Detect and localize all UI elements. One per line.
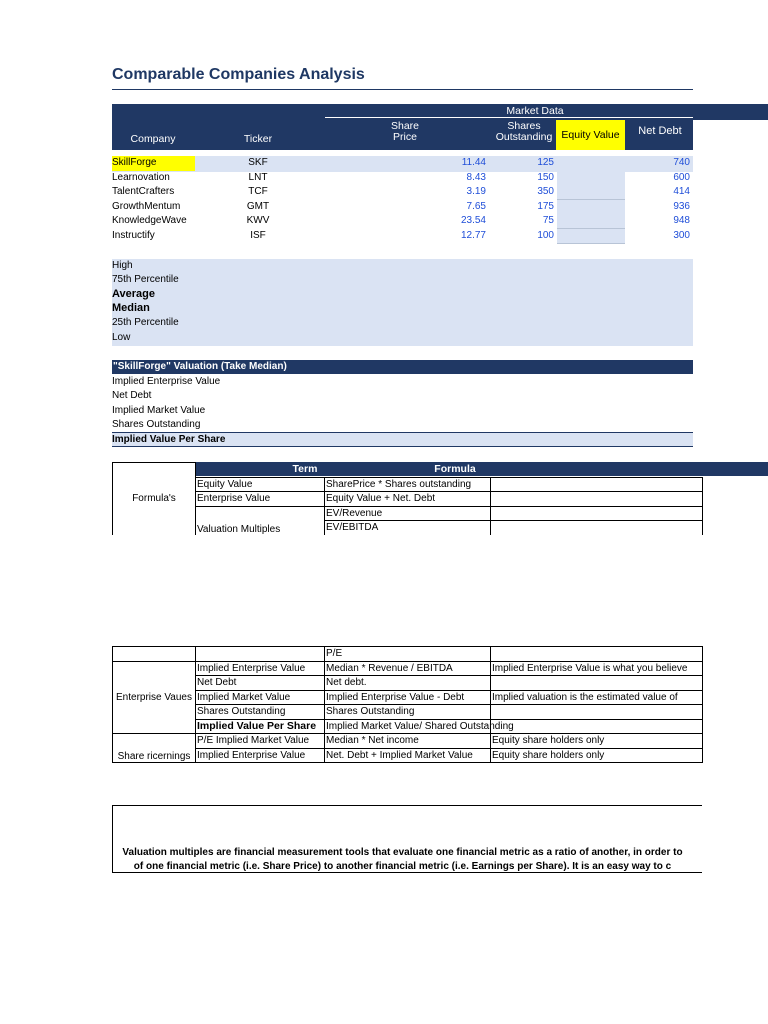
column-header-company: Company: [130, 133, 176, 145]
net-debt-cell[interactable]: 600: [673, 172, 690, 183]
note-cell[interactable]: [491, 477, 703, 492]
formula-cell[interactable]: EV/EBITDA: [325, 521, 491, 535]
formula-table: [112, 462, 703, 535]
stat-label-average: Average: [112, 288, 156, 300]
valuation-row-label: Net Debt: [112, 390, 152, 401]
term-cell[interactable]: Net Debt: [196, 676, 325, 691]
note-cell[interactable]: [491, 521, 703, 535]
shares-outstanding-cell[interactable]: 350: [537, 186, 554, 197]
net-debt-cell[interactable]: 740: [673, 157, 690, 168]
formula-cell[interactable]: SharePrice * Shares outstanding: [325, 477, 491, 492]
note-cell[interactable]: [491, 506, 703, 521]
shares-outstanding-cell[interactable]: 75: [542, 215, 554, 226]
formula-cell[interactable]: Median * Net income: [325, 734, 491, 749]
shares-outstanding-cell[interactable]: 100: [537, 230, 554, 241]
shares-outstanding-cell[interactable]: 150: [537, 172, 554, 183]
ticker-cell[interactable]: SKF: [248, 157, 268, 168]
formula-cell[interactable]: Implied Market Value/ Shared Outstanding: [326, 720, 514, 732]
valuation-row-label: Shares Outstanding: [112, 419, 201, 430]
shares-out-line1: Shares: [507, 120, 541, 132]
term-cell[interactable]: Implied Market Value: [196, 690, 325, 705]
share-price-cell[interactable]: 23.54: [460, 215, 486, 226]
term-cell[interactable]: Implied Value Per Share: [196, 719, 325, 734]
net-debt-cell[interactable]: 300: [673, 230, 690, 241]
equity-value-cell[interactable]: [557, 200, 625, 215]
stat-label-75th: 75th Percentile: [112, 274, 179, 285]
ticker-cell[interactable]: KWV: [246, 215, 270, 226]
statistics-band: [112, 259, 693, 346]
share-price-cell[interactable]: 8.43: [466, 172, 486, 183]
term-cell[interactable]: Implied Enterprise Value: [196, 661, 325, 676]
share-price-cell[interactable]: 11.44: [461, 157, 486, 168]
term-cell[interactable]: Enterprise Value: [196, 492, 325, 507]
formula-cell[interactable]: Equity Value + Net. Debt: [325, 492, 491, 507]
stat-label-low: Low: [112, 332, 131, 343]
stat-label-high: High: [112, 260, 133, 271]
column-header-net-debt: Net Debt: [638, 125, 682, 137]
company-name-cell[interactable]: Instructify: [112, 230, 155, 241]
note-cell[interactable]: [491, 676, 703, 691]
note-cell[interactable]: Implied Enterprise Value is what you believe: [491, 661, 703, 676]
definition-note-text: [112, 846, 693, 873]
share-earnings-group-label: Share ricernings: [113, 734, 196, 763]
share-price-line1: Share: [390, 120, 420, 132]
ticker-cell[interactable]: LNT: [248, 172, 268, 183]
formula-cell[interactable]: P/E: [325, 647, 491, 662]
term-column-header: Term: [292, 463, 318, 475]
note-cell[interactable]: [491, 492, 703, 507]
note-line-2: of one financial metric (i.e. Share Price) to another financial metric (i.e. Earnings per Share). It is an easy way to c: [133, 860, 672, 872]
enterprise-values-group-label: Enterprise Vaues: [113, 661, 196, 734]
equity-value-cell[interactable]: [557, 214, 625, 229]
formulas-group-label: Formula's: [113, 463, 196, 535]
note-cell[interactable]: Equity share holders only: [491, 748, 703, 763]
note-cell[interactable]: [491, 705, 703, 720]
formula-cell[interactable]: Implied Enterprise Value - Debt: [325, 690, 491, 705]
ticker-cell[interactable]: GMT: [246, 201, 270, 212]
share-price-cell[interactable]: 12.77: [460, 230, 486, 241]
formula-cell[interactable]: Shares Outstanding: [325, 705, 491, 720]
stat-label-25th: 25th Percentile: [112, 317, 179, 328]
equity-value-cell[interactable]: [557, 229, 625, 244]
term-cell[interactable]: P/E Implied Market Value: [196, 734, 325, 749]
implied-value-per-share-row: Implied Value Per Share: [112, 432, 693, 447]
company-name-cell[interactable]: Learnovation: [112, 172, 170, 183]
column-header-shares-outstanding: [490, 121, 558, 143]
share-price-cell[interactable]: 7.65: [466, 201, 486, 212]
term-cell[interactable]: Shares Outstanding: [196, 705, 325, 720]
market-data-rule: [325, 117, 693, 118]
equity-value-cell[interactable]: [557, 185, 625, 200]
net-debt-cell[interactable]: 936: [673, 201, 690, 212]
valuation-header: "SkillForge" Valuation (Take Median): [112, 360, 693, 374]
shares-outstanding-cell[interactable]: 125: [537, 157, 554, 168]
term-cell[interactable]: Implied Enterprise Value: [196, 748, 325, 763]
valuation-row-label: Implied Enterprise Value: [112, 376, 221, 387]
column-header-ticker: Ticker: [243, 133, 273, 145]
note-cell[interactable]: Implied valuation is the estimated value of: [491, 690, 703, 705]
company-name-cell[interactable]: TalentCrafters: [112, 186, 175, 197]
note-line-1: Valuation multiples are financial measurement tools that evaluate one financial metric as a ratio of another, in order to: [122, 847, 683, 858]
ticker-cell[interactable]: TCF: [248, 186, 268, 197]
valuation-row-label: Implied Market Value: [112, 405, 206, 416]
enterprise-value-table: [112, 646, 703, 763]
column-header-equity-value: Equity Value: [556, 120, 625, 150]
stat-label-median: Median: [112, 302, 150, 314]
equity-value-cell[interactable]: [557, 171, 625, 186]
company-name-cell[interactable]: KnowledgeWave: [112, 215, 187, 226]
formula-column-header: Formula: [434, 463, 476, 475]
company-name-cell[interactable]: GrowthMentum: [112, 201, 181, 212]
company-name-cell[interactable]: SkillForge: [112, 156, 195, 171]
shares-out-line2: Outstanding: [495, 131, 553, 143]
share-price-line2: Price: [393, 131, 417, 143]
term-cell[interactable]: [196, 506, 325, 521]
formula-cell[interactable]: Net. Debt + Implied Market Value: [325, 748, 491, 763]
net-debt-cell[interactable]: 414: [673, 186, 690, 197]
formula-cell[interactable]: EV/Revenue: [325, 506, 491, 521]
shares-outstanding-cell[interactable]: 175: [537, 201, 554, 212]
term-cell[interactable]: Equity Value: [196, 477, 325, 492]
market-data-label: Market Data: [506, 105, 564, 117]
page-title: Comparable Companies Analysis: [112, 66, 365, 83]
selected-row-band: [112, 156, 693, 172]
note-cell[interactable]: Equity share holders only: [491, 734, 703, 749]
formula-cell[interactable]: Net debt.: [325, 676, 491, 691]
note-cell[interactable]: [491, 719, 703, 734]
formula-cell[interactable]: Median * Revenue / EBITDA: [325, 661, 491, 676]
ticker-cell[interactable]: ISF: [250, 230, 266, 241]
term-cell[interactable]: Valuation Multiples: [196, 521, 325, 535]
column-header-share-price: [380, 121, 430, 143]
net-debt-cell[interactable]: 948: [673, 215, 690, 226]
title-underline: [112, 89, 693, 90]
share-price-cell[interactable]: 3.19: [466, 186, 486, 197]
